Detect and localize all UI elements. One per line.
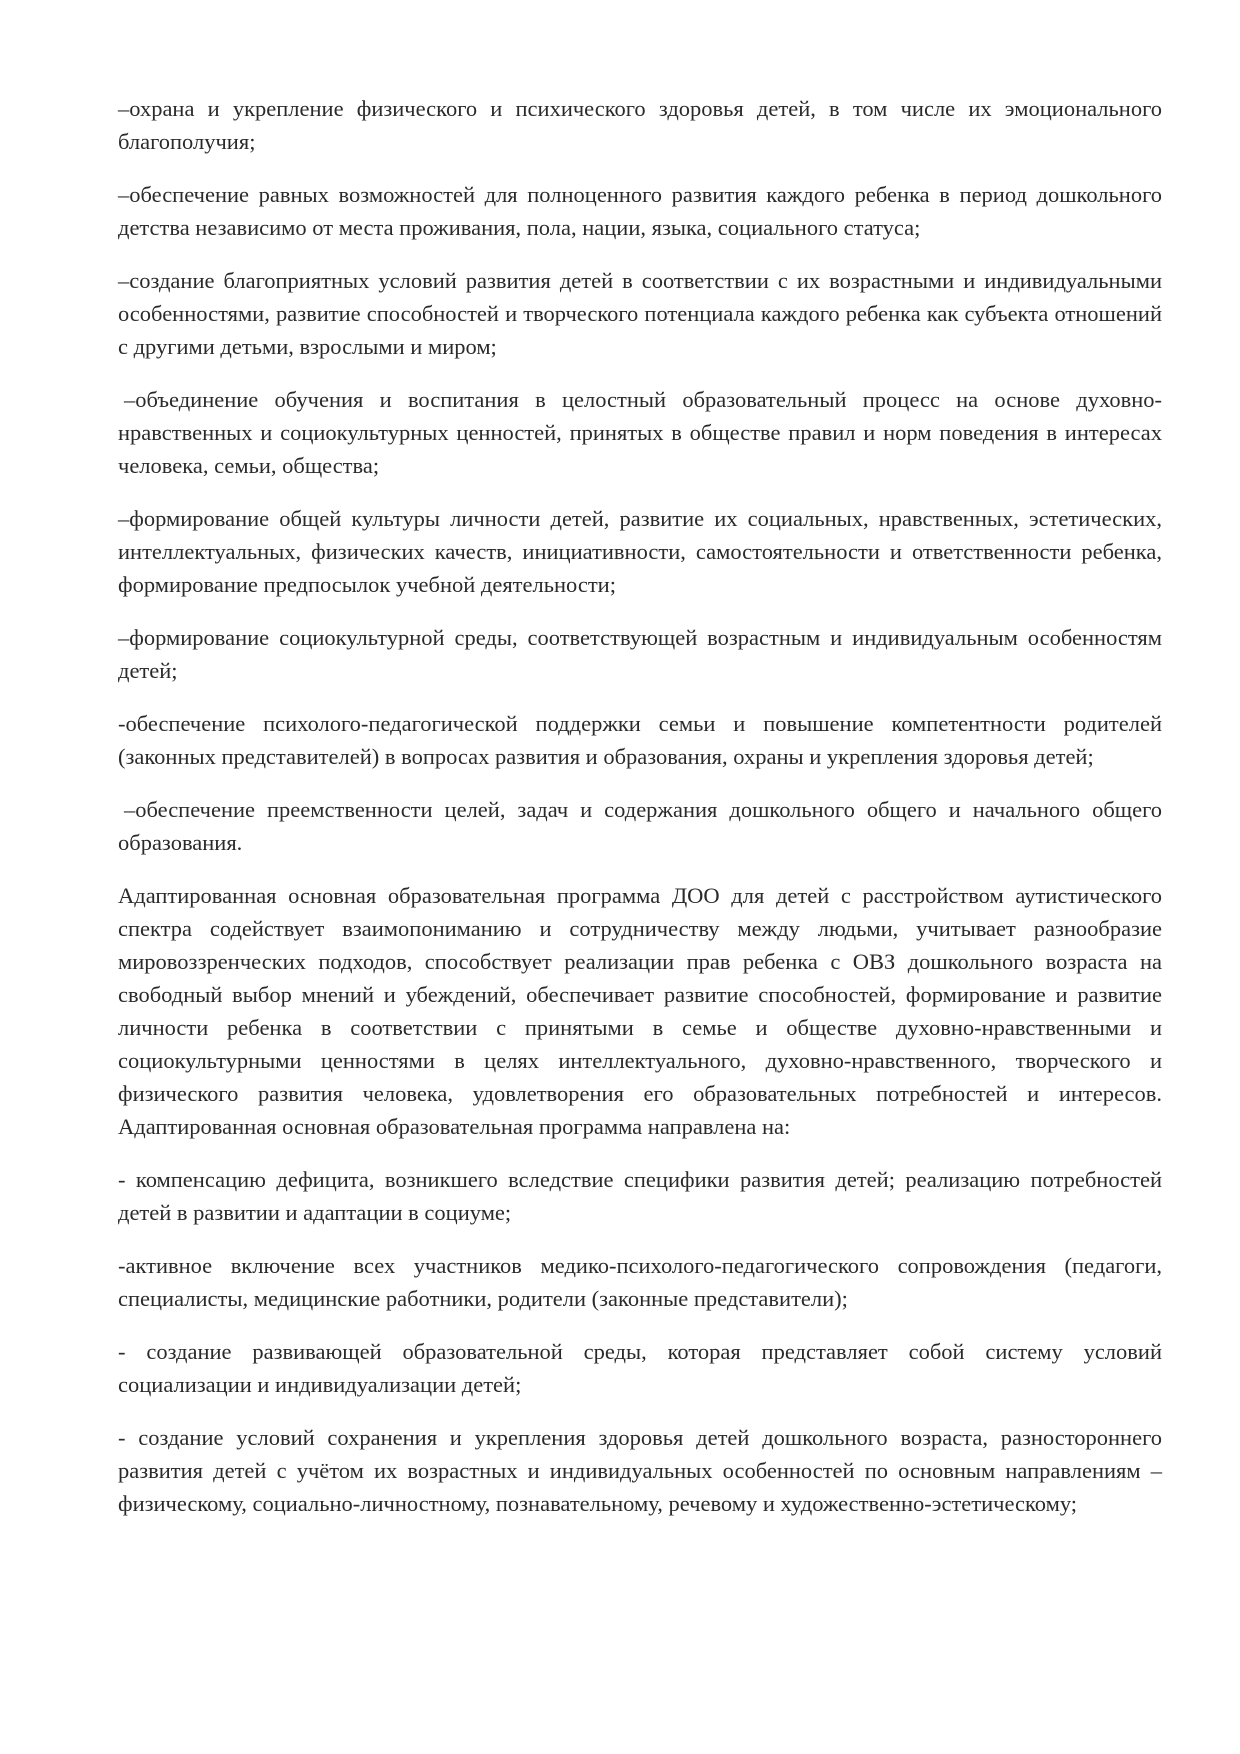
paragraph: –объединение обучения и воспитания в целостный образовательный процесс на основе духовно-нравственных и социокультурных ценностей, принятых в обществе правил и норм поведения в интересах человека, семьи, общества; [118,387,1162,478]
paragraph: –формирование общей культуры личности детей, развитие их социальных, нравственных, эстетических, интеллектуальных, физических качеств, инициативности, самостоятельности и ответственности ребенка, формирование предпосылок учебной деятельности; [118,506,1162,597]
paragraph: - создание условий сохранения и укрепления здоровья детей дошкольного возраста, разностороннего развития детей с учётом их возрастных и индивидуальных особенностей по основным направлениям – физическому, социально-личностному, познавательному, речевому и художественно-эстетическому; [118,1425,1162,1516]
document-body [118,92,1162,1540]
paragraph: –формирование социокультурной среды, соответствующей возрастным и индивидуальным особенностям детей; [118,625,1162,683]
paragraph: Адаптированная основная образовательная программа ДОО для детей с расстройством аутистического спектра содействует взаимопониманию и сотрудничеству между людьми, учитывает разнообразие мировоззренческих подходов, способствует реализации прав ребенка с ОВЗ дошкольного возраста на свободный выбор мнений и убеждений, обеспечивает развитие способностей, формирование и развитие личности ребенка в соответствии с принятыми в семье и обществе духовно-нравственными и социокультурными ценностями в целях интеллектуального, духовно-нравственного, творческого и физического развития человека, удовлетворения его образовательных потребностей и интересов. Адаптированная основная образовательная программа направлена на: [118,883,1162,1139]
paragraph: –обеспечение равных возможностей для полноценного развития каждого ребенка в период дошкольного детства независимо от места проживания, пола, нации, языка, социального статуса; [118,182,1162,240]
paragraph: - создание развивающей образовательной среды, которая представляет собой систему условий социализации и индивидуализации детей; [118,1339,1162,1397]
paragraph: –создание благоприятных условий развития детей в соответствии с их возрастными и индивидуальными особенностями, развитие способностей и творческого потенциала каждого ребенка как субъекта отношений с другими детьми, взрослыми и миром; [118,268,1162,359]
paragraph: -обеспечение психолого-педагогической поддержки семьи и повышение компетентности родителей (законных представителей) в вопросах развития и образования, охраны и укрепления здоровья детей; [118,711,1162,769]
paragraph: –охрана и укрепление физического и психического здоровья детей, в том числе их эмоционального благополучия; [118,96,1162,154]
paragraph: –обеспечение преемственности целей, задач и содержания дошкольного общего и начального общего образования. [118,797,1162,855]
paragraph: -активное включение всех участников медико-психолого-педагогического сопровождения (педагоги, специалисты, медицинские работники, родители (законные представители); [118,1253,1162,1311]
paragraph: - компенсацию дефицита, возникшего вследствие специфики развития детей; реализацию потребностей детей в развитии и адаптации в социуме; [118,1167,1162,1225]
